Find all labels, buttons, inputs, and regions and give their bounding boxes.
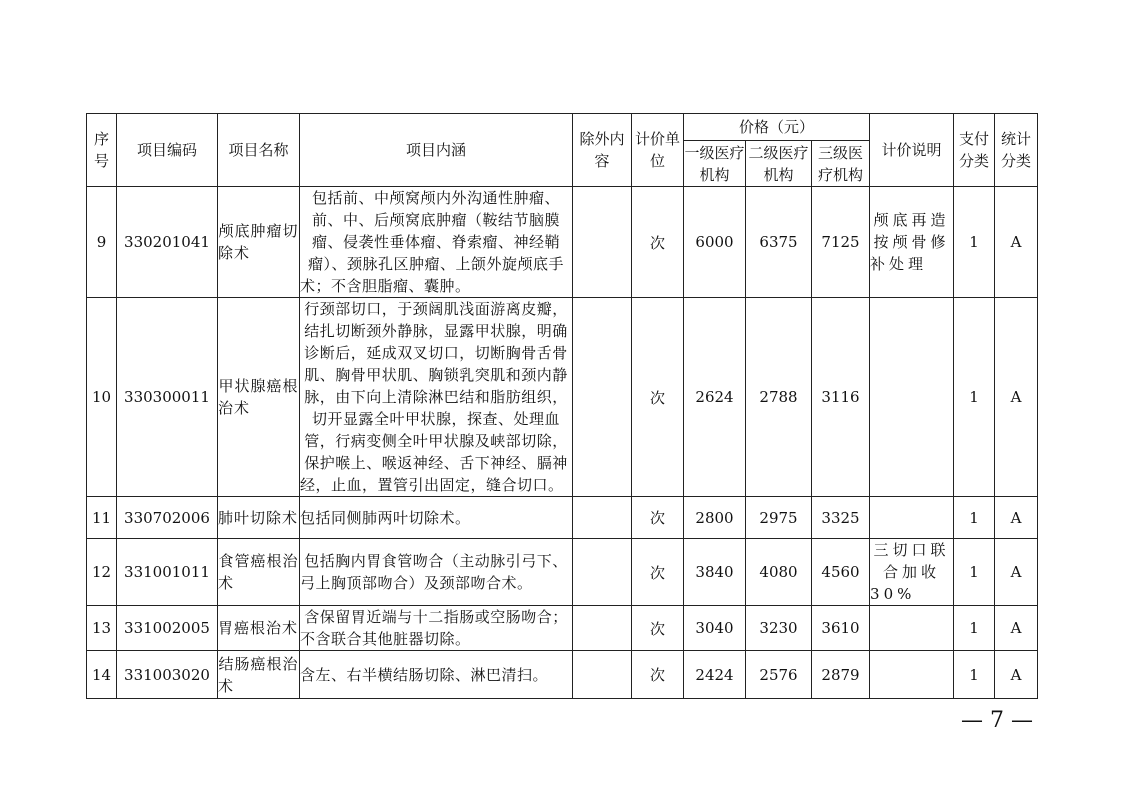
table-row	[87, 497, 1038, 539]
header-seq: 序号	[87, 114, 117, 187]
header-exclusion: 除外内容	[573, 114, 632, 187]
row-payment-class: 1	[954, 651, 995, 699]
table-row	[87, 539, 1038, 606]
header-pricing-note: 计价说明	[870, 114, 954, 187]
row-exclusion	[573, 606, 632, 651]
row-seq: 9	[87, 187, 117, 298]
row-note	[870, 651, 954, 699]
row-code: 331001011	[117, 539, 218, 606]
row-stat-class: A	[995, 606, 1038, 651]
row-code: 330201041	[117, 187, 218, 298]
row-content: 含保留胃近端与十二指肠或空肠吻合；不含联合其他脏器切除。	[300, 606, 573, 651]
row-price-level1: 2424	[684, 651, 746, 699]
row-price-level2: 4080	[746, 539, 812, 606]
header-stat-class: 统计分类	[995, 114, 1038, 187]
row-exclusion	[573, 539, 632, 606]
row-price-level1: 2624	[684, 298, 746, 497]
row-payment-class: 1	[954, 298, 995, 497]
row-content: 含左、右半横结肠切除、淋巴清扫。	[300, 651, 573, 699]
row-exclusion	[573, 651, 632, 699]
header-name: 项目名称	[218, 114, 300, 187]
row-price-level2: 3230	[746, 606, 812, 651]
row-code: 330702006	[117, 497, 218, 539]
row-price-level3: 3610	[812, 606, 870, 651]
row-seq: 11	[87, 497, 117, 539]
row-exclusion	[573, 298, 632, 497]
row-content: 包括前、中颅窝颅内外沟通性肿瘤、前、中、后颅窝底肿瘤（鞍结节脑膜瘤、侵袭性垂体瘤、脊索瘤、神经鞘瘤）、颈脉孔区肿瘤、上颌外旋颅底手术；不含胆脂瘤、囊肿。	[300, 187, 573, 298]
row-payment-class: 1	[954, 539, 995, 606]
table-row	[87, 606, 1038, 651]
row-price-level3: 3116	[812, 298, 870, 497]
row-unit: 次	[632, 497, 684, 539]
row-price-level2: 6375	[746, 187, 812, 298]
row-seq: 14	[87, 651, 117, 699]
row-name: 食管癌根治术	[218, 539, 300, 606]
header-payment-class: 支付分类	[954, 114, 995, 187]
row-name: 胃癌根治术	[218, 606, 300, 651]
table-row	[87, 651, 1038, 699]
row-code: 331003020	[117, 651, 218, 699]
row-stat-class: A	[995, 187, 1038, 298]
row-price-level2: 2788	[746, 298, 812, 497]
row-stat-class: A	[995, 539, 1038, 606]
row-stat-class: A	[995, 298, 1038, 497]
table-row	[87, 187, 1038, 298]
row-code: 330300011	[117, 298, 218, 497]
header-content: 项目内涵	[300, 114, 573, 187]
row-stat-class: A	[995, 651, 1038, 699]
row-code: 331002005	[117, 606, 218, 651]
row-stat-class: A	[995, 497, 1038, 539]
row-content: 包括胸内胃食管吻合（主动脉引弓下、弓上胸顶部吻合）及颈部吻合术。	[300, 539, 573, 606]
row-note	[870, 606, 954, 651]
row-price-level2: 2975	[746, 497, 812, 539]
page-number: — 7 —	[961, 708, 1033, 733]
row-note: 三切口联合加收30%	[870, 539, 954, 606]
row-unit: 次	[632, 539, 684, 606]
row-price-level1: 6000	[684, 187, 746, 298]
row-price-level1: 3040	[684, 606, 746, 651]
header-price-group: 价格（元）	[684, 114, 870, 141]
row-note: 颅底再造按颅骨修补处理	[870, 187, 954, 298]
row-price-level3: 4560	[812, 539, 870, 606]
row-exclusion	[573, 497, 632, 539]
row-price-level2: 2576	[746, 651, 812, 699]
row-name: 甲状腺癌根治术	[218, 298, 300, 497]
header-price-level2: 二级医疗机构	[746, 141, 812, 187]
row-seq: 10	[87, 298, 117, 497]
header-price-level1: 一级医疗机构	[684, 141, 746, 187]
row-note	[870, 298, 954, 497]
row-seq: 12	[87, 539, 117, 606]
row-content: 行颈部切口，于颈阔肌浅面游离皮瓣，结扎切断颈外静脉，显露甲状腺，明确诊断后，延成双叉切口，切断胸骨舌骨肌、胸骨甲状肌、胸锁乳突肌和颈内静脉，由下向上清除淋巴结和脂肪组织，切开显露全叶甲状腺，探查、处理血管，行病变侧全叶甲状腺及峡部切除，保护喉上、喉返神经、舌下神经、膈神经，止血，置管引出固定，缝合切口。	[300, 298, 573, 497]
row-note	[870, 497, 954, 539]
row-name: 颅底肿瘤切除术	[218, 187, 300, 298]
header-price-level3: 三级医疗机构	[812, 141, 870, 187]
row-payment-class: 1	[954, 497, 995, 539]
row-price-level3: 3325	[812, 497, 870, 539]
row-name: 肺叶切除术	[218, 497, 300, 539]
row-price-level1: 2800	[684, 497, 746, 539]
table-row	[87, 298, 1038, 497]
row-price-level3: 2879	[812, 651, 870, 699]
row-name: 结肠癌根治术	[218, 651, 300, 699]
row-exclusion	[573, 187, 632, 298]
row-seq: 13	[87, 606, 117, 651]
row-payment-class: 1	[954, 187, 995, 298]
row-unit: 次	[632, 187, 684, 298]
row-unit: 次	[632, 298, 684, 497]
header-code: 项目编码	[117, 114, 218, 187]
row-price-level3: 7125	[812, 187, 870, 298]
row-content: 包括同侧肺两叶切除术。	[300, 497, 573, 539]
row-price-level1: 3840	[684, 539, 746, 606]
price-table	[86, 113, 1038, 699]
row-unit: 次	[632, 606, 684, 651]
header-unit: 计价单位	[632, 114, 684, 187]
row-payment-class: 1	[954, 606, 995, 651]
row-unit: 次	[632, 651, 684, 699]
